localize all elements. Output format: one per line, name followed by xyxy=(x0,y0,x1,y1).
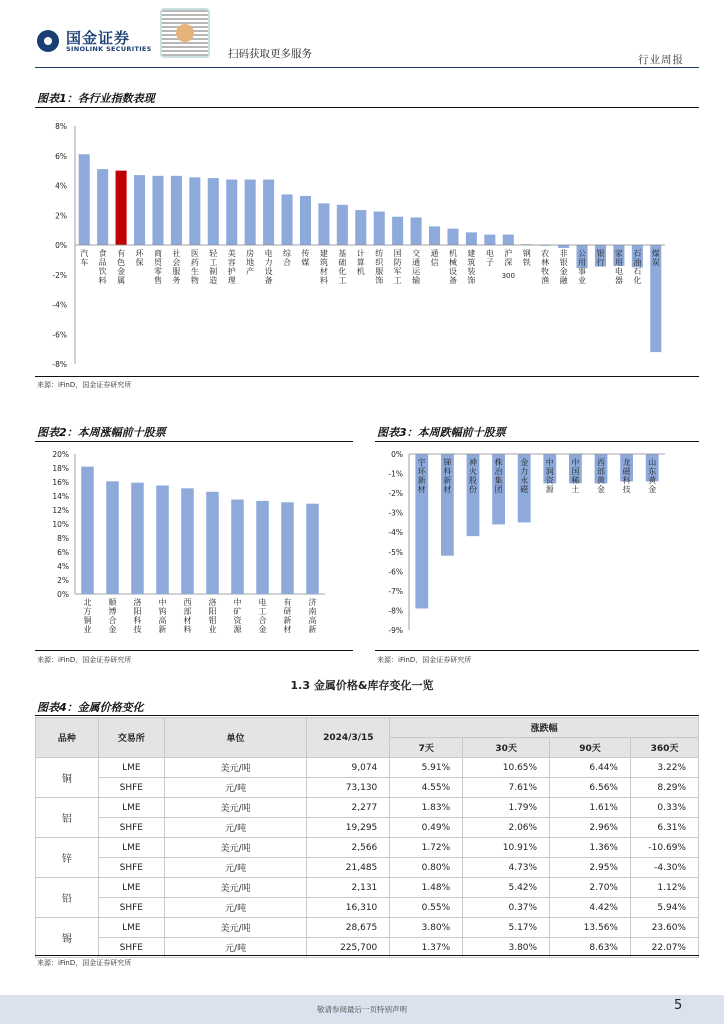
cell-price: 2,566 xyxy=(307,838,390,858)
bar xyxy=(97,169,108,245)
fig4-bottom-rule xyxy=(35,955,699,956)
cell-d7: 0.55% xyxy=(390,898,463,918)
header-unit: 单位 xyxy=(164,718,307,758)
x-tick-label: 宇环新材 xyxy=(417,458,426,494)
cell-d30: 1.79% xyxy=(463,798,550,818)
y-tick-label: 4% xyxy=(55,181,67,191)
page-number: 5 xyxy=(674,998,683,1013)
bar xyxy=(81,467,94,594)
bar xyxy=(263,180,274,245)
cell-d360: 5.94% xyxy=(630,898,698,918)
x-tick-label: 银行 xyxy=(596,249,605,267)
header-date: 2024/3/15 xyxy=(307,718,390,758)
x-tick-label: 环保 xyxy=(135,249,144,267)
cell-exchange: SHFE xyxy=(98,818,164,838)
fig4-source: 来源：iFinD，国金证券研究所 xyxy=(37,959,132,967)
cell-unit: 美元/吨 xyxy=(164,758,307,778)
y-tick-label: 8% xyxy=(55,122,67,131)
fig2-source: 来源：iFinD，国金证券研究所 xyxy=(37,656,132,664)
cell-d360: -10.69% xyxy=(630,838,698,858)
top-gainers-chart xyxy=(35,444,353,648)
cell-d360: 0.33% xyxy=(630,798,698,818)
cell-d90: 6.44% xyxy=(550,758,631,778)
bar xyxy=(300,196,311,245)
y-tick-label: -3% xyxy=(388,508,403,518)
header-90d: 90天 xyxy=(550,738,631,758)
bar xyxy=(355,210,366,245)
x-tick-label: 美容护理 xyxy=(227,249,236,285)
bar xyxy=(503,235,514,245)
table-row xyxy=(36,778,699,798)
table-row xyxy=(36,878,699,898)
cell-exchange: LME xyxy=(98,838,164,858)
y-tick-label: 2% xyxy=(57,576,69,585)
table-row xyxy=(36,798,699,818)
logo-text-en: SINOLINK SECURITIES xyxy=(66,45,152,53)
header-30d: 30天 xyxy=(463,738,550,758)
y-tick-label: -4% xyxy=(52,300,67,310)
x-tick-label: 中矿资源 xyxy=(233,598,242,634)
y-tick-label: 6% xyxy=(55,151,67,161)
header-360d: 360天 xyxy=(630,738,698,758)
bar xyxy=(337,205,348,245)
cell-exchange: LME xyxy=(98,798,164,818)
bar xyxy=(484,235,495,245)
qr-center-logo-icon xyxy=(176,24,194,42)
x-tick-label: 交通运输 xyxy=(412,249,421,285)
x-tick-label: 汽车 xyxy=(80,249,89,267)
cell-d30: 2.06% xyxy=(463,818,550,838)
report-type: 行业周报 xyxy=(638,54,684,66)
cell-d7: 1.48% xyxy=(390,878,463,898)
cell-d360: 1.12% xyxy=(630,878,698,898)
metal-name: 铜 xyxy=(36,758,99,798)
x-tick-label: 传媒 xyxy=(301,249,310,267)
x-tick-label: 建筑装饰 xyxy=(467,249,476,285)
section-title: 1.3 金属价格&库存变化一览 xyxy=(290,679,434,692)
y-tick-label: 16% xyxy=(52,478,69,487)
bar xyxy=(429,226,440,245)
cell-d90: 1.36% xyxy=(550,838,631,858)
x-tick-label: 建筑材料 xyxy=(319,249,328,285)
cell-d360: -4.30% xyxy=(630,858,698,878)
bar xyxy=(189,177,200,245)
cell-unit: 元/吨 xyxy=(164,938,307,958)
y-tick-label: -2% xyxy=(388,489,403,499)
bar xyxy=(281,502,294,594)
cell-exchange: LME xyxy=(98,918,164,938)
bar xyxy=(79,154,90,245)
cell-d90: 4.42% xyxy=(550,898,631,918)
cell-price: 19,295 xyxy=(307,818,390,838)
x-tick-label: 西部材料 xyxy=(183,598,192,634)
cell-d30: 5.42% xyxy=(463,878,550,898)
fig3-bottom-rule xyxy=(375,650,699,651)
y-tick-label: 0% xyxy=(55,241,67,250)
cell-d30: 0.37% xyxy=(463,898,550,918)
cell-d90: 2.70% xyxy=(550,878,631,898)
cell-exchange: LME xyxy=(98,878,164,898)
bar xyxy=(226,180,237,245)
header-divider xyxy=(35,67,699,68)
fig4-top-rule xyxy=(35,715,699,716)
x-tick-label: 机械设备 xyxy=(448,249,457,285)
table-row xyxy=(36,758,699,778)
x-tick-label: 房地产 xyxy=(246,249,255,276)
x-tick-label: 商贸零售 xyxy=(153,249,162,285)
cell-exchange: SHFE xyxy=(98,938,164,958)
cell-d30: 3.80% xyxy=(463,938,550,958)
bar xyxy=(181,488,194,594)
y-tick-label: -2% xyxy=(52,270,67,280)
cell-exchange: SHFE xyxy=(98,898,164,918)
x-tick-label: 综合 xyxy=(283,249,292,267)
header-change: 涨跌幅 xyxy=(390,718,699,738)
bar xyxy=(256,501,269,594)
x-tick-label: 中钨高新 xyxy=(158,598,167,634)
y-tick-label: -5% xyxy=(388,547,403,557)
y-tick-label: -6% xyxy=(388,567,403,577)
cell-unit: 元/吨 xyxy=(164,858,307,878)
y-tick-label: -4% xyxy=(388,528,403,538)
x-tick-label: 纺织服饰 xyxy=(375,249,384,285)
table-row xyxy=(36,818,699,838)
table-row xyxy=(36,838,699,858)
fig1-source: 来源：iFinD，国金证券研究所 xyxy=(37,381,132,389)
cell-price: 2,131 xyxy=(307,878,390,898)
y-tick-label: -7% xyxy=(388,586,403,596)
x-tick-label: 洛阳钼业 xyxy=(208,598,217,634)
cell-d30: 5.17% xyxy=(463,918,550,938)
x-tick-label: 电力设备 xyxy=(264,249,273,285)
metal-name: 锡 xyxy=(36,918,99,958)
cell-d90: 1.61% xyxy=(550,798,631,818)
x-tick-label: 洛阳科技 xyxy=(133,598,142,634)
table-row xyxy=(36,918,699,938)
x-tick-label: 300 xyxy=(501,272,515,280)
cell-d360: 22.07% xyxy=(630,938,698,958)
x-tick-label: 电子 xyxy=(485,249,494,267)
cell-d7: 1.37% xyxy=(390,938,463,958)
fig2-top-rule xyxy=(35,441,353,442)
header-7d: 7天 xyxy=(390,738,463,758)
x-tick-label: 农林牧渔 xyxy=(541,249,550,285)
x-tick-label: 株冶集团 xyxy=(494,458,503,494)
qr-caption: 扫码获取更多服务 xyxy=(228,48,312,60)
table-row xyxy=(36,898,699,918)
x-tick-label: 家用电器 xyxy=(614,249,623,285)
bar xyxy=(306,504,319,594)
table-row xyxy=(36,858,699,878)
cell-d360: 23.60% xyxy=(630,918,698,938)
cell-d30: 10.91% xyxy=(463,838,550,858)
y-tick-label: 4% xyxy=(57,562,69,571)
cell-unit: 美元/吨 xyxy=(164,918,307,938)
y-tick-label: 8% xyxy=(57,534,69,543)
cell-unit: 元/吨 xyxy=(164,818,307,838)
x-tick-label: 计算机 xyxy=(356,249,365,276)
x-tick-label: 钢铁 xyxy=(522,249,531,267)
cell-exchange: LME xyxy=(98,758,164,778)
cell-d360: 6.31% xyxy=(630,818,698,838)
cell-d7: 3.80% xyxy=(390,918,463,938)
fig2-title: 图表2：本周涨幅前十股票 xyxy=(37,426,166,439)
bar xyxy=(171,176,182,245)
cell-d30: 10.65% xyxy=(463,758,550,778)
y-tick-label: -6% xyxy=(52,330,67,340)
y-tick-label: 20% xyxy=(52,450,69,459)
cell-price: 16,310 xyxy=(307,898,390,918)
bar xyxy=(374,212,385,245)
metal-name: 铅 xyxy=(36,878,99,918)
y-tick-label: 10% xyxy=(52,520,69,529)
cell-exchange: SHFE xyxy=(98,858,164,878)
cell-unit: 美元/吨 xyxy=(164,878,307,898)
y-tick-label: 12% xyxy=(52,506,69,515)
cell-d360: 8.29% xyxy=(630,778,698,798)
y-tick-label: -8% xyxy=(52,360,67,369)
x-tick-label: 顺博合金 xyxy=(108,598,117,634)
y-tick-label: 0% xyxy=(391,450,403,459)
cell-d90: 2.96% xyxy=(550,818,631,838)
x-tick-label: 有研新材 xyxy=(283,598,292,634)
fig1-bottom-rule xyxy=(35,376,699,377)
bar xyxy=(156,486,169,595)
bar xyxy=(152,176,163,245)
x-tick-label: 有色金属 xyxy=(117,249,126,285)
fig3-top-rule xyxy=(375,441,699,442)
y-tick-label: -9% xyxy=(388,626,403,635)
y-tick-label: 6% xyxy=(57,548,69,557)
cell-d90: 6.56% xyxy=(550,778,631,798)
bar xyxy=(245,180,256,245)
bar xyxy=(466,232,477,245)
cell-price: 225,700 xyxy=(307,938,390,958)
x-tick-label: 中国稀土 xyxy=(571,458,580,494)
bar xyxy=(282,194,293,245)
cell-exchange: SHFE xyxy=(98,778,164,798)
x-tick-label: 电工合金 xyxy=(258,598,267,634)
cell-price: 21,485 xyxy=(307,858,390,878)
fig2-bottom-rule xyxy=(35,650,353,651)
cell-d7: 5.91% xyxy=(390,758,463,778)
footer-disclaimer[interactable]: 敬请参阅最后一页特别声明 xyxy=(317,1005,407,1014)
x-tick-label: 轻工制造 xyxy=(209,249,218,285)
x-tick-label: 锑科新材 xyxy=(443,458,452,494)
cell-unit: 元/吨 xyxy=(164,778,307,798)
cell-unit: 元/吨 xyxy=(164,898,307,918)
x-tick-label: 煤炭 xyxy=(651,249,660,267)
x-tick-label: 非银金融 xyxy=(559,249,568,285)
cell-d7: 0.80% xyxy=(390,858,463,878)
cell-d360: 3.22% xyxy=(630,758,698,778)
cell-price: 2,277 xyxy=(307,798,390,818)
y-tick-label: 18% xyxy=(52,464,69,473)
header-variety: 品种 xyxy=(36,718,99,758)
cell-price: 28,675 xyxy=(307,918,390,938)
logo-text-cn: 国金证券 xyxy=(66,29,131,47)
bar xyxy=(392,217,403,245)
x-tick-label: 北方铜业 xyxy=(83,598,92,634)
fig3-title: 图表3：本周跌幅前十股票 xyxy=(377,426,506,439)
y-tick-label: 14% xyxy=(52,492,69,501)
cell-d7: 0.49% xyxy=(390,818,463,838)
cell-d7: 1.72% xyxy=(390,838,463,858)
cell-d90: 2.95% xyxy=(550,858,631,878)
x-tick-label: 社会服务 xyxy=(172,249,181,285)
x-tick-label: 山东黄金 xyxy=(648,458,657,494)
bar xyxy=(411,217,422,245)
bar xyxy=(318,203,329,245)
sinolink-logo-icon xyxy=(37,30,59,52)
x-tick-label: 国防军工 xyxy=(393,249,402,285)
y-tick-label: 0% xyxy=(57,590,69,599)
bar xyxy=(134,175,145,245)
x-tick-label: 济南高新 xyxy=(308,598,317,634)
x-tick-label: 龙磁科技 xyxy=(622,458,631,494)
cell-price: 9,074 xyxy=(307,758,390,778)
cell-d90: 8.63% xyxy=(550,938,631,958)
fig1-title: 图表1：各行业指数表现 xyxy=(37,92,155,105)
bar xyxy=(206,492,219,594)
x-tick-label: 中润资源 xyxy=(545,458,554,494)
metal-name: 铝 xyxy=(36,798,99,838)
cell-d30: 4.73% xyxy=(463,858,550,878)
cell-unit: 美元/吨 xyxy=(164,798,307,818)
fig1-top-rule xyxy=(35,107,699,108)
x-tick-label: 食品饮料 xyxy=(98,249,107,285)
bar xyxy=(231,500,244,595)
metal-price-table xyxy=(35,717,699,958)
y-tick-label: 2% xyxy=(55,211,67,221)
metal-name: 锌 xyxy=(36,838,99,878)
industry-index-chart xyxy=(35,110,699,376)
x-tick-label: 通信 xyxy=(430,249,439,267)
cell-unit: 美元/吨 xyxy=(164,838,307,858)
cell-d7: 4.55% xyxy=(390,778,463,798)
bar xyxy=(106,481,119,594)
bar xyxy=(558,245,569,248)
x-tick-label: 石油石化 xyxy=(633,249,642,285)
fig4-title: 图表4：金属价格变化 xyxy=(37,701,144,714)
bar xyxy=(131,483,144,594)
cell-d90: 13.56% xyxy=(550,918,631,938)
x-tick-label: 金力永磁 xyxy=(520,458,529,494)
top-losers-chart xyxy=(375,444,699,648)
y-tick-label: -8% xyxy=(388,606,403,616)
x-tick-label: 公用事业 xyxy=(578,249,587,285)
cell-d30: 7.61% xyxy=(463,778,550,798)
x-tick-label: 医药生物 xyxy=(190,249,199,285)
bar xyxy=(116,171,127,245)
x-tick-label: 基础化工 xyxy=(338,249,347,285)
cell-d7: 1.83% xyxy=(390,798,463,818)
x-tick-label: 西部黄金 xyxy=(597,458,605,494)
cell-price: 73,130 xyxy=(307,778,390,798)
fig3-source: 来源：iFinD，国金证券研究所 xyxy=(377,656,472,664)
x-tick-label: 神火股份 xyxy=(469,458,477,494)
x-tick-label: 沪深 xyxy=(504,249,513,267)
y-tick-label: -1% xyxy=(388,469,403,479)
bar xyxy=(447,229,458,245)
bar xyxy=(208,178,219,245)
header-exchange: 交易所 xyxy=(98,718,164,758)
